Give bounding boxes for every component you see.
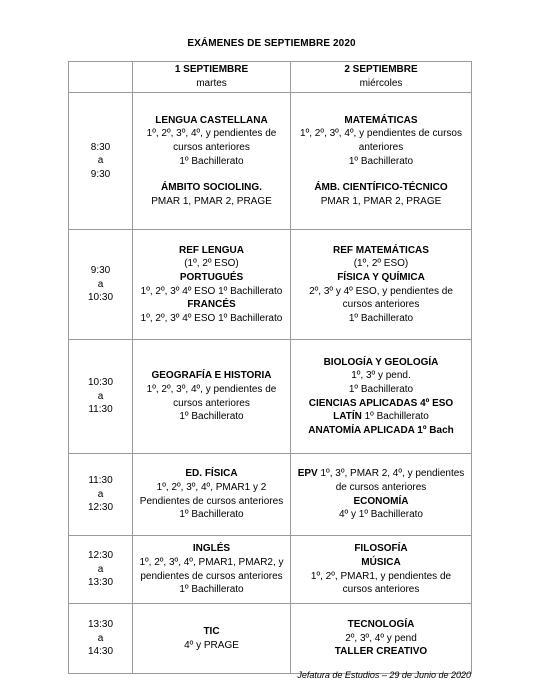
cell-line	[293, 271, 469, 285]
day1-exam-cell	[133, 93, 291, 230]
cell-line	[293, 312, 469, 326]
cell-line-text: 1º Bachillerato	[179, 584, 244, 596]
time-text: a	[97, 155, 104, 167]
cell-line	[135, 583, 288, 597]
cell-line-text: PORTUGUÉS	[179, 271, 244, 283]
cell-line	[135, 556, 288, 570]
cell-line	[293, 508, 469, 522]
cell-line-text: INGLÉS	[192, 543, 231, 555]
cell-line	[135, 271, 288, 285]
cell-line-text: 1º, 2º, PMAR1, y pendientes de	[310, 570, 452, 582]
cell-line	[135, 639, 288, 653]
time-cell	[69, 93, 133, 230]
cell-line-text: 1º, 3º y pend.	[351, 370, 411, 382]
cell-line	[293, 397, 469, 411]
cell-line-text: 1º, 2º, 3º, 4º, PMAR1, PMAR2, y	[139, 556, 284, 568]
day1-weekday: martes	[196, 78, 227, 89]
cell-line	[293, 168, 469, 181]
cell-line-text: anteriores	[358, 141, 404, 153]
header-day2-cell	[291, 62, 472, 93]
schedule-row	[69, 340, 472, 454]
cell-line-text: PMAR 1, PMAR 2, PRAGE	[320, 195, 442, 207]
cell-line-text: ECONOMÍA	[353, 495, 409, 507]
cell-line-text: Pendientes de cursos anteriores	[139, 495, 284, 507]
cell-line-text: PMAR 1, PMAR 2, PRAGE	[151, 195, 272, 207]
time-text: a	[97, 278, 104, 290]
time-text: a	[97, 390, 104, 402]
day1-exam-cell	[133, 604, 291, 674]
schedule-row	[69, 536, 472, 604]
time-text: 8:30	[90, 141, 111, 153]
time-text: 13:30	[87, 577, 114, 589]
time-text: 14:30	[87, 646, 114, 658]
cell-line-text: cursos anteriores	[342, 584, 420, 596]
cell-line-text: 2º, 3º y 4º ESO, y pendientes de	[309, 285, 453, 297]
cell-line-text: FÍSICA Y QUÍMICA	[337, 271, 425, 283]
day2-exam-cell	[291, 536, 472, 604]
cell-line	[135, 127, 288, 141]
time-text: 9:30	[90, 168, 111, 180]
cell-line	[135, 383, 288, 397]
time-text: 11:30	[88, 404, 113, 416]
cell-line	[135, 244, 288, 258]
cell-line-text: 1º Bachillerato	[348, 155, 414, 167]
cell-line	[293, 556, 469, 570]
cell-line	[135, 285, 288, 299]
cell-line-text: ANATOMÍA APLICADA 1º Bach	[308, 424, 454, 436]
cell-line	[135, 257, 288, 271]
day2-exam-cell	[291, 230, 472, 340]
cell-line-text: cursos anteriores	[173, 397, 250, 409]
header-time-cell	[69, 62, 133, 93]
time-text: 10:30	[87, 292, 114, 304]
time-text: 13:30	[87, 619, 114, 631]
cell-line	[293, 424, 469, 438]
cell-line-text: MATEMÁTICAS	[344, 114, 418, 126]
time-text: 12:30	[87, 550, 114, 562]
schedule-row	[69, 230, 472, 340]
cell-line	[293, 542, 469, 556]
cell-line-text: LATÍN	[333, 411, 362, 423]
cell-line	[293, 285, 469, 299]
cell-line	[135, 114, 288, 128]
cell-line-suffix: 1º Bachillerato	[361, 411, 429, 423]
cell-line-text: 1º, 2º, 3º 4º ESO 1º Bachillerato	[140, 285, 283, 297]
cell-line	[135, 481, 288, 495]
cell-line	[293, 127, 469, 141]
cell-line	[135, 155, 288, 169]
cell-line	[293, 583, 469, 597]
cell-line	[293, 141, 469, 155]
cell-line	[293, 467, 469, 481]
cell-line-text: 1º, 2º, 3º, 4º, y pendientes de	[146, 128, 277, 140]
cell-line-text: 1º Bachillerato	[179, 155, 244, 167]
cell-line-text: TECNOLOGÍA	[347, 619, 415, 631]
cell-line	[293, 244, 469, 258]
cell-line	[293, 356, 469, 370]
cell-line-text: 4º y PRAGE	[184, 639, 239, 651]
cell-line-text: 1º, 2º, 3º, 4º, PMAR1 y 2	[156, 481, 267, 493]
time-cell	[69, 454, 133, 536]
cell-line	[293, 495, 469, 509]
cell-line	[135, 495, 288, 509]
cell-line-text: FRANCÉS	[187, 299, 236, 311]
time-cell	[69, 536, 133, 604]
cell-line	[293, 114, 469, 128]
cell-line	[293, 618, 469, 632]
cell-line-text: 1º Bachillerato	[348, 312, 414, 324]
cell-line-text: (1º, 2º ESO)	[353, 258, 409, 270]
cell-line-text: 1º Bachillerato	[348, 383, 414, 395]
day2-exam-cell	[291, 93, 472, 230]
schedule-row	[69, 93, 472, 230]
cell-line-text: cursos anteriores	[173, 141, 250, 153]
cell-line-text: ÁMBITO SOCIOLING.	[161, 182, 262, 194]
cell-line	[135, 397, 288, 411]
day2-exam-cell	[291, 340, 472, 454]
cell-line-text: 1º, 2º, 3º, 4º, y pendientes de cursos	[300, 128, 462, 140]
cell-line	[135, 195, 288, 209]
exam-schedule-table	[68, 61, 472, 674]
cell-line-text: GEOGRAFÍA E HISTORIA	[151, 370, 272, 382]
cell-line	[293, 645, 469, 659]
schedule-row	[69, 604, 472, 674]
time-cell	[69, 230, 133, 340]
cell-line-text: 2º, 3º, 4º y pend	[345, 632, 417, 644]
day2-date: 2 SEPTIEMBRE	[344, 64, 418, 76]
cell-line	[293, 632, 469, 646]
cell-line-text: de cursos anteriores	[335, 481, 427, 493]
cell-line	[135, 410, 288, 424]
cell-line	[135, 312, 288, 326]
time-text: 10:30	[87, 377, 114, 389]
cell-line-text: LENGUA CASTELLANA	[155, 114, 268, 126]
day1-exam-cell	[133, 536, 291, 604]
cell-line	[135, 168, 288, 181]
cell-line-suffix: 1º, 3º, PMAR 2, 4º, y pendientes	[317, 468, 465, 480]
footer-note: Jefatura de Estudios – 29 de Junio de 2020	[297, 670, 471, 680]
cell-line-text: ED. FÍSICA	[185, 468, 238, 480]
day1-exam-cell	[133, 454, 291, 536]
cell-line	[293, 181, 469, 195]
cell-line-text: TIC	[203, 625, 220, 637]
header-day1-cell	[133, 62, 291, 93]
time-text: a	[97, 488, 104, 500]
day2-weekday: miércoles	[359, 78, 403, 89]
cell-line-text: TALLER CREATIVO	[334, 646, 428, 658]
cell-line-text: 4º y 1º Bachillerato	[338, 509, 423, 521]
cell-line-text: cursos anteriores	[342, 299, 420, 311]
cell-line	[135, 625, 288, 639]
cell-line-text: FILOSOFÍA	[354, 543, 408, 555]
time-cell	[69, 604, 133, 674]
cell-line-text: CIENCIAS APLICADAS 4º ESO	[308, 397, 454, 409]
cell-line-text: REF MATEMÁTICAS	[333, 244, 429, 256]
cell-line	[135, 542, 288, 556]
cell-line-text: ÁMB. CIENTÍFICO-TÉCNICO	[314, 182, 448, 194]
cell-line-text: pendientes de cursos anteriores	[140, 570, 283, 582]
cell-line	[135, 298, 288, 312]
cell-line	[293, 410, 469, 424]
cell-line	[293, 383, 469, 397]
day1-exam-cell	[133, 340, 291, 454]
cell-line-text: 1º Bachillerato	[179, 509, 244, 521]
cell-line-text: 1º, 2º, 3º 4º ESO 1º Bachillerato	[140, 312, 283, 324]
schedule-row	[69, 454, 472, 536]
cell-line-text: MÚSICA	[361, 556, 401, 568]
cell-line-text: EPV	[297, 468, 318, 480]
day2-exam-cell	[291, 454, 472, 536]
cell-line	[135, 508, 288, 522]
cell-line	[135, 141, 288, 155]
time-cell	[69, 340, 133, 454]
cell-line	[293, 570, 469, 584]
cell-line	[293, 257, 469, 271]
day2-exam-cell	[291, 604, 472, 674]
time-text: 11:30	[88, 475, 113, 487]
cell-line-text: BIOLOGÍA Y GEOLOGÍA	[323, 356, 439, 368]
cell-line-text: REF LENGUA	[179, 244, 244, 256]
day1-date: 1 SEPTIEMBRE	[174, 64, 249, 76]
document-title: EXÁMENES DE SEPTIEMBRE 2020	[187, 38, 356, 49]
day1-exam-cell	[133, 230, 291, 340]
cell-line	[293, 155, 469, 169]
cell-line-text: 1º, 2º, 3º, 4º, y pendientes de	[146, 383, 277, 395]
cell-line	[135, 181, 288, 195]
cell-line-text: (1º, 2º ESO)	[184, 258, 239, 270]
cell-line	[293, 195, 469, 209]
cell-line	[135, 467, 288, 481]
cell-line	[293, 369, 469, 383]
cell-line	[135, 570, 288, 584]
header-row	[69, 62, 472, 93]
time-text: 12:30	[87, 502, 114, 514]
time-text: a	[97, 632, 104, 644]
cell-line	[293, 481, 469, 495]
cell-line	[135, 369, 288, 383]
time-text: a	[97, 563, 104, 575]
cell-line	[293, 298, 469, 312]
time-text: 9:30	[90, 265, 111, 277]
cell-line-text: 1º Bachillerato	[179, 411, 244, 423]
